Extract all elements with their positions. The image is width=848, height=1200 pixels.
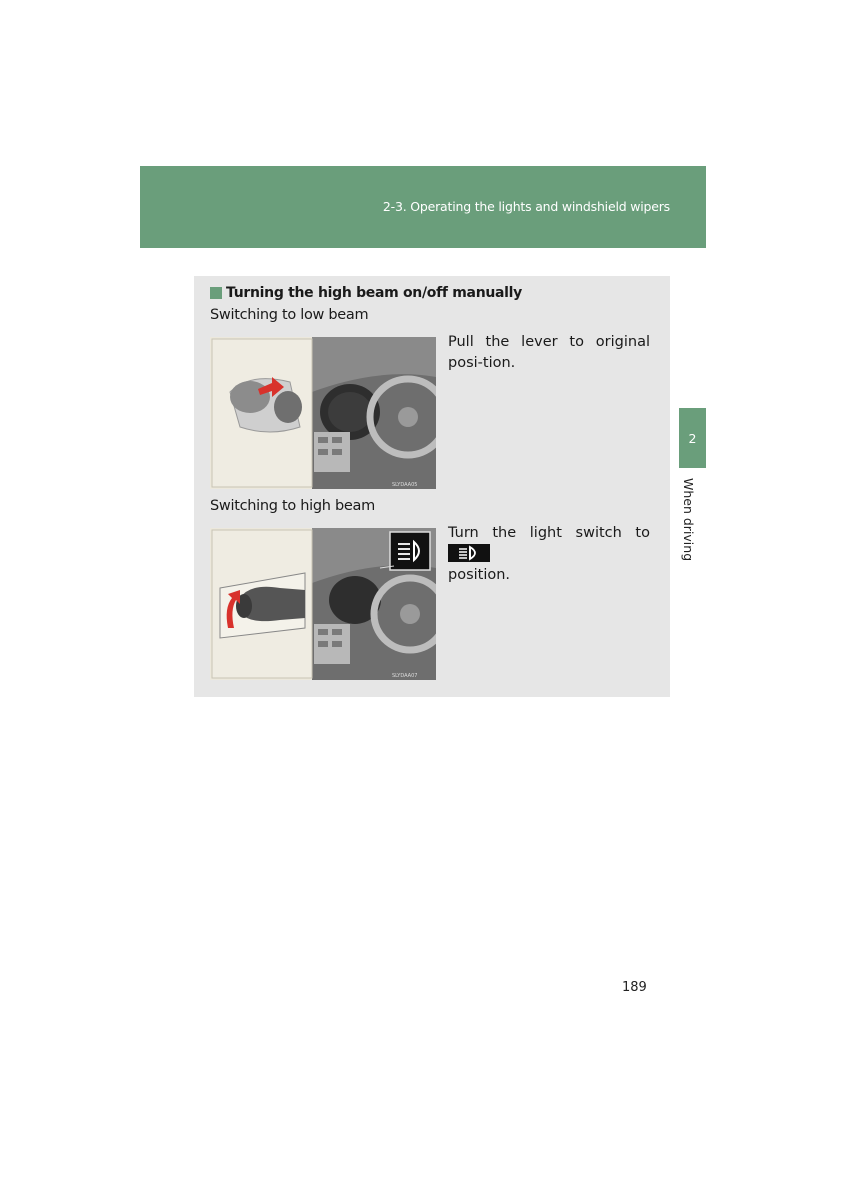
figure-high-beam [210, 528, 436, 680]
subheading-low-beam: Switching to low beam [210, 307, 369, 323]
section-heading-text: Turning the high beam on/off manually [226, 285, 523, 301]
high-beam-icon [448, 544, 490, 562]
content-panel [194, 276, 670, 697]
header-band [140, 166, 706, 248]
instruction-high-beam [448, 523, 650, 586]
chapter-tab [679, 408, 706, 468]
figure-code-high-beam: SLYDAA07 [392, 673, 418, 679]
section-heading [210, 285, 522, 301]
figure-low-beam [210, 337, 436, 489]
square-bullet-icon [210, 287, 222, 299]
instruction-high-beam-after: position. [448, 567, 511, 583]
page-number: 189 [622, 980, 647, 995]
figure-code-low-beam: SLYDAA05 [392, 482, 418, 488]
instruction-high-beam-before: Turn the light switch to [448, 525, 650, 541]
subheading-high-beam: Switching to high beam [210, 498, 375, 514]
header-title: 2-3. Operating the lights and windshield wipers [382, 199, 670, 214]
instruction-low-beam: Pull the lever to original posi-tion. [448, 334, 650, 371]
chapter-label: When driving [681, 478, 696, 562]
chapter-number: 2 [688, 430, 697, 446]
